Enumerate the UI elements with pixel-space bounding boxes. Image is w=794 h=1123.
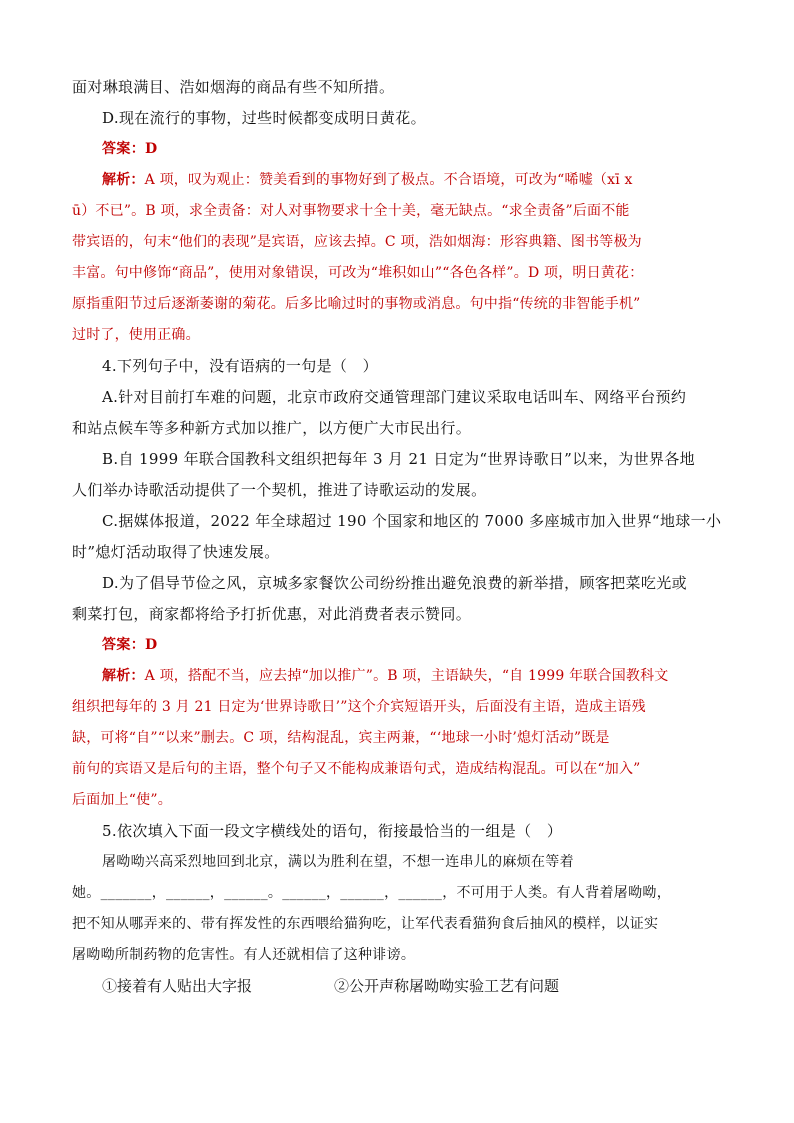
q5-choices — [72, 971, 732, 1002]
q4-explanation-text: A 项，搭配不当，应去掉“加以推广”。B 项，主语缺失，“自 1999 年联合国教科文 — [144, 668, 669, 684]
q5-choice-2: ②公开声称屠呦呦实验工艺有问题 — [334, 977, 560, 995]
q5-choice-1: ①接着有人贴出大字报 — [102, 977, 253, 995]
q4-explanation-line — [72, 661, 732, 692]
q4-explanation-line: 缺，可将“自”“以来”删去。C 项，结构混乱，宾主两兼，“‘地球一小时’熄灯活动”既是 — [72, 730, 610, 746]
q3-explanation-line: 过时了，使用正确。 — [72, 327, 200, 343]
q4-explanation-line: 前句的宾语又是后句的主语，整个句子又不能构成兼语句式，造成结构混乱。可以在“加入” — [72, 761, 641, 777]
q4-explanation-line: 组织把每年的 3 月 21 日定为‘世界诗歌日’”这个介宾短语开头，后面没有主语，造成主语残 — [72, 699, 646, 715]
q4-option-c: C.据媒体报道，2022 年全球超过 190 个国家和地区的 7000 多座城市加入世界“地球一小 — [102, 512, 722, 530]
q3-explanation-line: 原指重阳节过后逐渐萎谢的菊花。后多比喻过时的事物或消息。句中指“传统的非智能手机” — [72, 296, 641, 312]
q4-option-d: D.为了倡导节俭之风，京城多家餐饮公司纷纷推出避免浪费的新举措，顾客把菜吃光或 — [102, 574, 687, 592]
q4-explanation-line: 后面加上“使”。 — [72, 792, 172, 808]
q3-explanation-line: 带宾语的，句末“他们的表现”是宾语，应该去掉。C 项，浩如烟海：形容典籍、图书等极为 — [72, 234, 642, 250]
q3-continuation-line: 面对琳琅满目、浩如烟海的商品有些不知所措。 — [72, 78, 395, 96]
q3-explanation-line: 丰富。句中修饰“商品”，使用对象错误，可改为“堆积如山”“各色各样”。D 项，明日黄花： — [72, 265, 644, 281]
q3-answer: 答案：D — [102, 141, 158, 157]
q4-option-b-cont: 人们举办诗歌活动提供了一个契机，推进了诗歌运动的发展。 — [72, 481, 487, 499]
q4-option-b: B.自 1999 年联合国教科文组织把每年 3 月 21 日定为“世界诗歌日”以来，为世界各地 — [102, 450, 695, 468]
q4-option-a: A.针对目前打车难的问题，北京市政府交通管理部门建议采取电话叫车、网络平台预约 — [102, 388, 687, 406]
q4-option-c-cont: 时”熄灯活动取得了快速发展。 — [72, 543, 280, 561]
q3-option-d: D.现在流行的事物，过些时候都变成明日黄花。 — [102, 109, 426, 127]
q5-stem: 5.依次填入下面一段文字横线处的语句，衔接最恰当的一组是（ ） — [102, 822, 563, 840]
q5-passage-line: 屠呦呦所制药物的危害性。有人还就相信了这种诽谤。 — [72, 947, 416, 963]
q5-passage-line: 把不知从哪弄来的、带有挥发性的东西喂给猫狗吃，让军代表看猫狗食后抽风的模样，以证实 — [72, 916, 659, 932]
q3-explanation-line — [72, 165, 732, 196]
q4-option-d-cont: 剩菜打包，商家都将给予打折优惠，对此消费者表示赞同。 — [72, 605, 472, 623]
q3-explanation-text: A 项，叹为观止：赞美看到的事物好到了极点。不合语境，可改为“唏嘘（xī x — [144, 172, 633, 188]
q5-passage-line: 屠呦呦兴高采烈地回到北京，满以为胜利在望，不想一连串儿的麻烦在等着 — [102, 854, 574, 870]
q4-option-a-cont: 和站点候车等多种新方式加以推广，以方便广大市民出行。 — [72, 419, 472, 437]
q4-explanation-label: 解析： — [102, 668, 145, 684]
q4-answer: 答案：D — [102, 637, 158, 653]
document-page — [72, 72, 732, 1002]
q3-explanation-line: ū）不已”。B 项，求全责备：对人对事物要求十全十美，毫无缺点。“求全责备”后面不能 — [72, 203, 630, 219]
q4-stem: 4.下列句子中，没有语病的一句是（ ） — [102, 357, 378, 375]
q5-passage-line: 她。_______，______，______。______，______，______，不可用于人类。有人背着屠呦呦， — [72, 885, 671, 901]
q3-explanation-label: 解析： — [102, 172, 145, 188]
